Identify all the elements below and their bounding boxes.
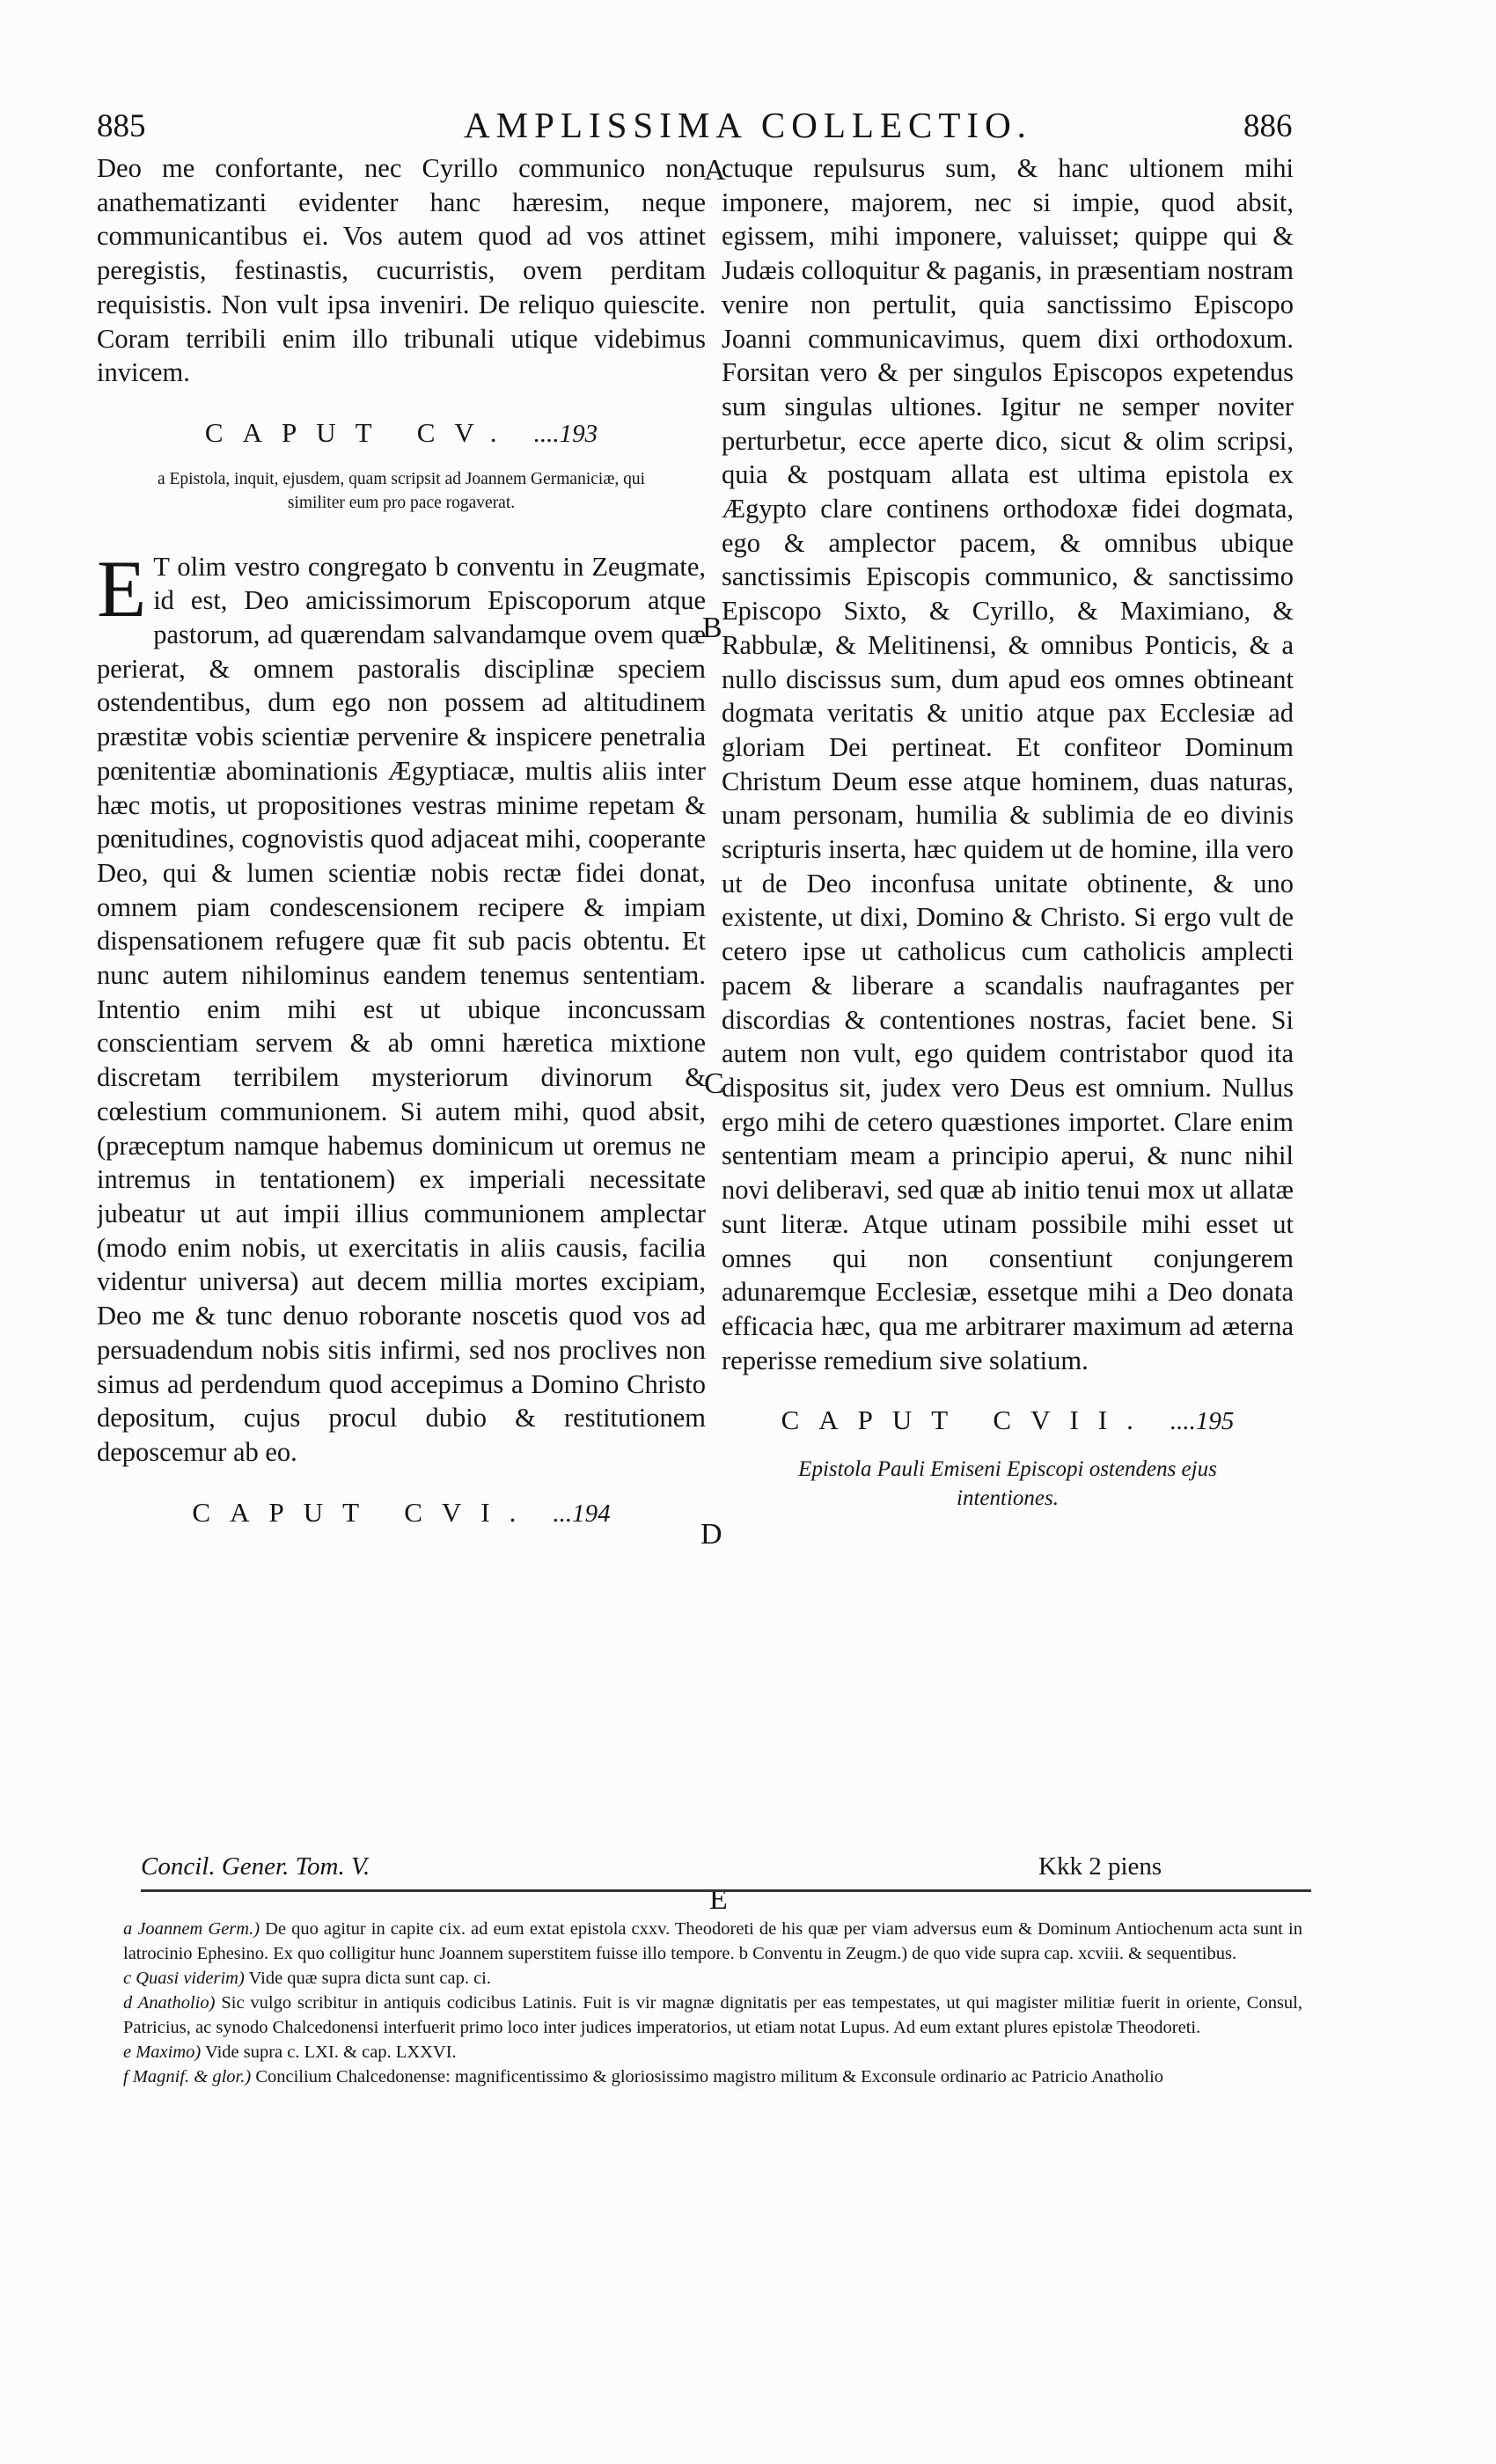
margin-letter-a: A xyxy=(704,154,726,187)
chapter-title: CAPUT CVII. xyxy=(781,1404,1153,1436)
footnote-key: e Maximo) xyxy=(123,2042,202,2062)
right-intro-paragraph: ctuque repulsurus sum, & hanc ultionem mihi imponere, majorem, nec si impie, quod absit, egissem, mihi imponere, valuisset; quippe qui & Judæis colloquitur & paganis, in præsentiam nostram venire non pertulit, quia sanctissimo Episcopo Joanni communicavimus, quem dixi orthodoxum. Forsitan vero & per singulos Episcopos expetendus sum singulas ultiones. Igitur ne semper noviter perturbetur, ecce aperte dico, sicut & olim scripsi, quia & postquam allata est ultima epistola ex Ægypto clare continens orthodoxæ fidei dogmata, ego & amplector pacem, & omnibus ubique sanctissimis Episcopis communico, & sanctissimo Episcopo Sixto, & Cyrillo, & Maximiano, & Rabbulæ, & Melitinensi, & omnibus Ponticis, & a nullo discissus sum, dum apud eos omnes obtineant dogmata veritatis & unitio atque pax Ecclesiæ ad gloriam Dei pertineat. Et confiteor Dominum Christum Deum esse atque hominem, duas naturas, unam personam, humilia & sublimia de eo divinis scripturis inserta, hæc quidem ut de homine, illa vero ut de Deo inconfusa unitate obtinente, & uno existente, ut dixi, Domino & Christo. Si ergo vult de cetero ipse ut catholicus cum catholicis amplecti pacem & liberare a scandalis naufragantes per discordias & contentiones nostras, faciet bene. Si autem non vult, ego quidem contristabor quod ita dispositus sit, judex vero Deus est omnium. Nullus ergo mihi de cetero quæstiones importet. Clare enim sententiam meam a principio aperui, & nunc nihil novi deliberavi, sed quæ ab initio tenui mox ut allatæ sunt literæ. Atque utinam possibile mihi esset ut omnes qui non consentiunt conjungerem adunaremque Ecclesiæ, essetque mihi a Deo donata efficacia hæc, qua me arbitrarer maximum ad æterna reperisse remedium sive solatium. xyxy=(722,153,1294,1375)
footnote-text: Vide quæ supra dicta sunt cap. ci. xyxy=(248,1969,491,1988)
footnote-f xyxy=(123,2064,1302,2089)
footnote-key: a Joannem Germ.) xyxy=(123,1919,260,1939)
footnote-c xyxy=(123,1966,1302,1991)
footnote-rule xyxy=(141,1889,1311,1892)
footnote-a xyxy=(123,1917,1302,1966)
right-column xyxy=(722,151,1294,1524)
left-column xyxy=(97,151,706,1524)
margin-letter-b: B xyxy=(702,612,722,644)
volume-signature: Concil. Gener. Tom. V. xyxy=(141,1852,370,1881)
running-title: AMPLISSIMA COLLECTIO. xyxy=(464,105,1032,145)
footnote-text: Vide supra c. LXI. & cap. LXXVI. xyxy=(205,2042,457,2062)
margin-letter-d: D xyxy=(700,1518,722,1551)
footnote-e xyxy=(123,2040,1302,2064)
chapter-ref: ...194 xyxy=(553,1499,611,1524)
footnote-key: f Magnif. & glor.) xyxy=(123,2067,252,2086)
margin-letter-e: E xyxy=(709,1883,728,1916)
chapter-title: CAPUT CVI. xyxy=(192,1496,536,1524)
left-intro-paragraph: Deo me confortante, nec Cyrillo communico non anathematizanti evidenter hanc hæresim, neque communicantibus ei. Vos autem quod ad vos attinet peregistis, festinastis, cucurristis, ovem perditam requisistis. Non vult ipsa inveniri. De reliquo quiescite. Coram terribili enim illo tribunali utique videbimus invicem. xyxy=(97,153,706,388)
footnote-key: c Quasi viderim) xyxy=(123,1969,245,1988)
footnotes xyxy=(123,1917,1302,2089)
chapter-ref: ....193 xyxy=(533,419,598,448)
catchword: Kkk 2 piens xyxy=(1038,1852,1162,1881)
footnote-text: Sic vulgo scribitur in antiquis codicibus Latinis. Fuit is vir magnæ dignitatis per eas tempestates, ut qui magister militiæ fuerit in oriente, Consul, Patricius, ac synodo Chalcedonensi interfuerit primo loco inter judices imperatorios, ut etiam notat Lupus. Ad eum extant plures epistolæ Theodoreti. xyxy=(123,1993,1302,2037)
chapter-summary-cvii: Epistola Pauli Emiseni Episcopi ostendens ejus intentiones. xyxy=(798,1457,1217,1511)
margin-letter-c: C xyxy=(704,1067,724,1100)
page-number-right: 886 xyxy=(1243,108,1293,144)
chapter-summary-cv: a Epistola, inquit, ejusdem, quam scripsit ad Joannem Germaniciæ, qui similiter eum pro pace rogaverat. xyxy=(157,469,646,512)
chapter-heading-cv xyxy=(97,416,706,451)
footnote-key: d Anatholio) xyxy=(123,1993,216,2013)
chapter-body-cv xyxy=(97,543,706,1470)
chapter-title: CAPUT CV. xyxy=(204,416,517,448)
footnote-text: De quo agitur in capite cix. ad eum extat epistola cxxv. Theodoreti de his quæ per viam adversus eum & Dominum Antiochenum acta sunt in latrocinio Ephesino. Ex quo colligitur hunc Joannem superstitem fuisse illo tempore. b Conventu in Zeugm.) de quo vide supra cap. xcviii. & sequentibus. xyxy=(123,1919,1303,1963)
chapter-heading-cvi xyxy=(97,1496,706,1524)
footnote-d xyxy=(123,1991,1302,2040)
chapter-ref: ....195 xyxy=(1170,1407,1235,1436)
drop-cap-e: E xyxy=(97,543,147,634)
chapter-heading-cvii xyxy=(722,1404,1294,1439)
page-number-left: 885 xyxy=(97,108,146,144)
chapter-text: T olim vestro congregato b conventu in Zeugmate, id est, Deo amicissimorum Episcoporum atque pastorum, ad quærendam salvandamque ovem quæ perierat, & omnem pastoralis disciplinæ speciem ostendentibus, dum ego non possem ad altitudinem præstitæ vobis scientiæ pervenire & inspicere penetralia pœnitentiæ abominationis Ægyptiacæ, multis aliis inter hæc motis, ut propositiones vestras minime repetam & pœnitudines, cognovistis quod adjaceat mihi, cooperante Deo, qui & lumen scientiæ nobis rectæ fidei donat, omnem piam condescensionem recipere & impiam dispensationem refugere quæ fit sub pacis obtentu. Et nunc autem nihilominus eandem tenemus sententiam. Intentio enim mihi est ut ubique inconcussam conscientiam servem & ab omni hæretica mixtione discretam terribilem mysteriorum divinorum & cœlestium communionem. Si autem mihi, quod absit, (præceptum namque habemus dominicum ut oremus ne intremus in tentationem) ex imperiali necessitate jubeatur ut aut impii illius communionem amplectar (modo enim nobis, ut exercitatis in aliis causis, facilia videntur universa) aut decem millia mortes excipiam, Deo me & tunc denuo roborante noscetis quod vos ad persuadendum nobis sitis infirmi, sed nos proclives non simus ad perdendum quod accepimus a Domino Christo depositum, cujus procul dubio & restitutionem deposcemur ab eo. xyxy=(97,551,706,1467)
footnote-text: Concilium Chalcedonense: magnificentissimo & gloriosissimo magistro militum & Exconsule ordinario ac Patricio Anatholio xyxy=(255,2067,1164,2086)
